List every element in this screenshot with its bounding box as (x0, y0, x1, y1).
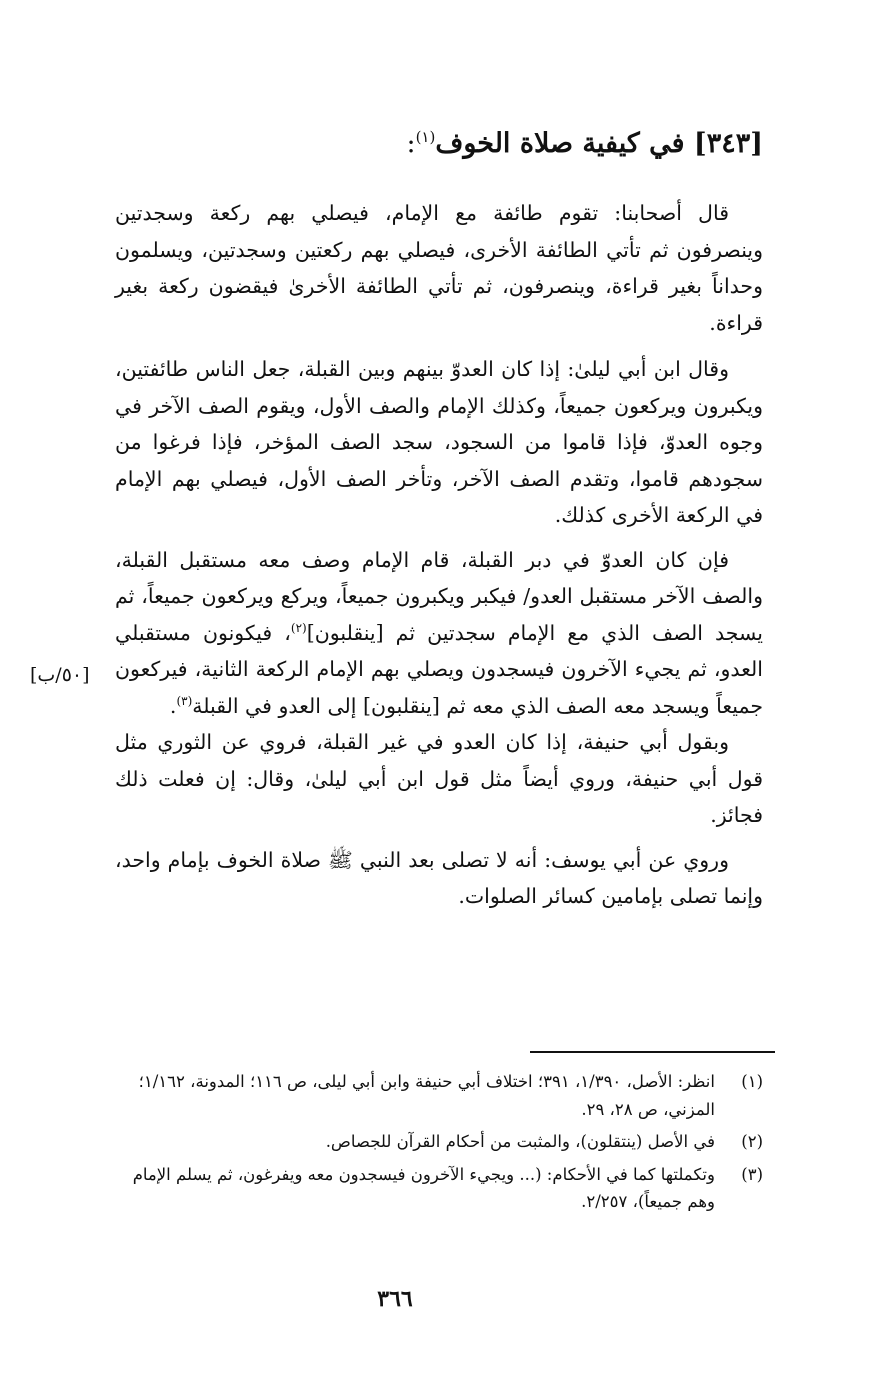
footnote-number: (٢) (741, 1132, 763, 1151)
footnote-text: وتكملتها كما في الأحكام: (... ويجيء الآخرون فيسجدون معه ويفرغون، ثم يسلم الإمام وهم جميعاً)، ٢/٢٥٧. (132, 1164, 715, 1211)
footnote-number: (١) (741, 1072, 763, 1091)
section-number: [٣٤٣] (693, 128, 763, 159)
section-heading (123, 122, 763, 166)
page-number: ٣٦٦ (377, 1286, 413, 1312)
paragraph-end-mark: . (169, 693, 177, 718)
footnote-ref-3[interactable]: (٣) (176, 693, 193, 708)
paragraph-text-part: فإن كان العدوّ في دبر القبلة، قام الإمام وصف معه مستقبل القبلة، والصف الآخر مستقبل العدو/ فيكبر ويكبرون جميعاً، ويركع ويركعون جميعاً، ثم يسجد الصف الذي مع الإمام سجدتين ثم [ينقلبون] (115, 547, 764, 645)
footnote-3 (113, 1161, 763, 1216)
paragraph-ibn-abi-layla: وقال ابن أبي ليلىٰ: إذا كان العدوّ بينهم وبين القبلة، جعل الناس طائفتين، ويكبرون ويركعون جميعاً، وكذلك الإمام والصف الأول، ويقوم الصف الآخر في وجوه العدوّ، فإذا قاموا من السجود، سجد الصف المؤخر، فإذا فرغوا من سجودهم قاموا، وتقدم الصف الآخر، وتأخر الصف الأول، فيصلي بهم الإمام في الركعة الأخرى كذلك. (115, 357, 763, 527)
heading-footnote-ref[interactable]: (١) (415, 128, 436, 146)
section-title: في كيفية صلاة الخوف (435, 128, 685, 159)
paragraph-abu-hanifa: وبقول أبي حنيفة، إذا كان العدو في غير القبلة، فروي عن الثوري مثل قول أبي حنيفة، وروي أيضاً مثل قول ابن أبي ليلىٰ، وقال: إن فعلت ذلك فجائز. (115, 730, 763, 827)
paragraph-abu-yusuf: وروي عن أبي يوسف: أنه لا تصلى بعد النبي ﷺ صلاة الخوف بإمام واحد، وإنما تصلى بإمامين كسائر الصلوات. (115, 847, 763, 908)
paragraph-ashabuna: قال أصحابنا: تقوم طائفة مع الإمام، فيصلي بهم ركعة وسجدتين وينصرفون ثم تأتي الطائفة الأخرى، فيصلي بهم ركعتين وسجدتين، ويسلمون وحداناً بغير قراءة، وينصرفون، ثم تأتي الطائفة الأخرىٰ فيقضون ركعة بغير قراءة. (115, 201, 763, 335)
footnote-1 (113, 1068, 763, 1123)
footnote-text: انظر: الأصل، ١/٣٩٠، ٣٩١؛ اختلاف أبي حنيفة وابن أبي ليلى، ص ١١٦؛ المدونة، ١/١٦٢؛ المزني، ص ٢٨، ٢٩. (138, 1072, 715, 1119)
footnote-number: (٣) (741, 1164, 763, 1184)
footnote-separator (530, 1051, 775, 1053)
paragraph-text-part: ، فيكونون مستقبلي العدو، ثم يجيء الآخرون فيسجدون ويصلي بهم الإمام الركعة الثانية، فيركعون جميعاً ويسجد معه الصف الذي معه ثم [ينقلبون] إلى العدو في القبلة (115, 620, 763, 718)
paragraph-enemy-behind-qibla (115, 542, 763, 725)
footnote-text: في الأصل (ينتقلون)، والمثبت من أحكام القرآن للجصاص. (325, 1132, 715, 1151)
footnote-ref-2[interactable]: (٢) (290, 620, 307, 635)
footnote-2 (113, 1128, 763, 1156)
main-text (115, 195, 763, 915)
heading-colon: : (406, 128, 416, 159)
manuscript-folio-marker: [٥٠/ب] (30, 664, 90, 686)
footnotes (113, 1068, 763, 1216)
